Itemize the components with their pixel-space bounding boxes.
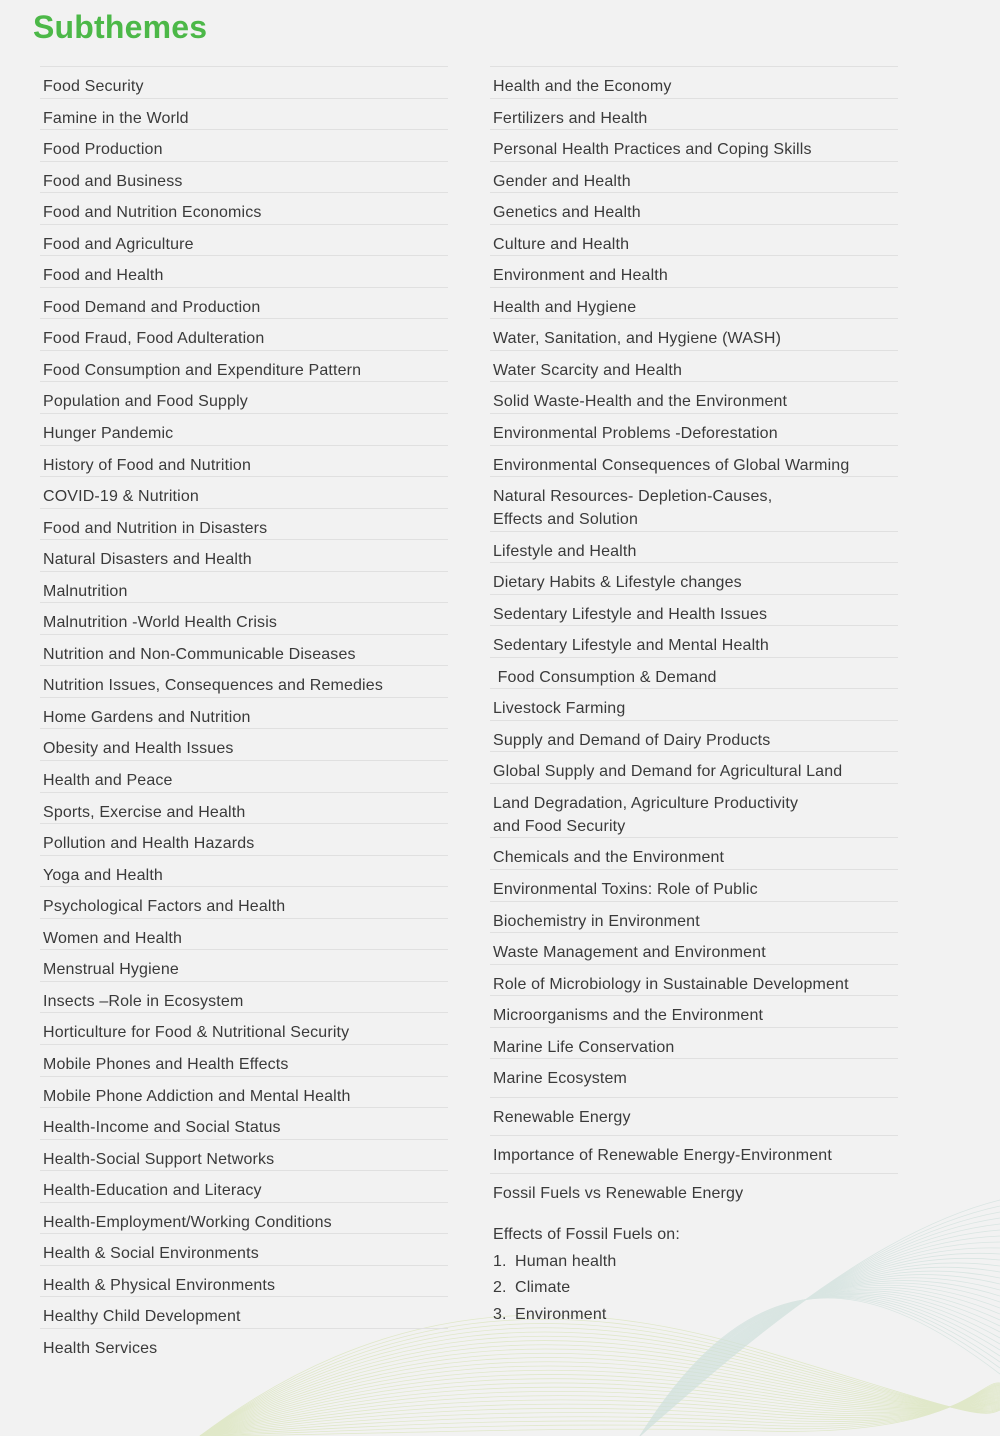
subtheme-item: Sedentary Lifestyle and Mental Health xyxy=(490,625,898,657)
subtheme-item: Healthy Child Development xyxy=(40,1296,448,1328)
fossil-fuel-effects-block xyxy=(493,1222,680,1328)
subtheme-item: Health and Hygiene xyxy=(490,287,898,319)
list-label: Human health xyxy=(515,1252,617,1270)
subtheme-item: Food Consumption and Expenditure Pattern xyxy=(40,350,448,382)
subtheme-item: Health-Education and Literacy xyxy=(40,1170,448,1202)
subtheme-item: Natural Disasters and Health xyxy=(40,539,448,571)
subtheme-item: COVID-19 & Nutrition xyxy=(40,476,448,508)
subtheme-item: Food and Business xyxy=(40,161,448,193)
subtheme-item: Marine Ecosystem xyxy=(490,1058,898,1096)
subtheme-item: Environment and Health xyxy=(490,255,898,287)
subtheme-item: Health-Employment/Working Conditions xyxy=(40,1202,448,1234)
subtheme-item: Culture and Health xyxy=(490,224,898,256)
list-number: 3. xyxy=(493,1305,507,1323)
list-label: Climate xyxy=(515,1279,571,1296)
subtheme-item: Waste Management and Environment xyxy=(490,932,898,964)
subtheme-item: Menstrual Hygiene xyxy=(40,949,448,981)
subtheme-item: Marine Life Conservation xyxy=(490,1027,898,1059)
subtheme-item: Health-Social Support Networks xyxy=(40,1139,448,1171)
subtheme-item: Food Consumption & Demand xyxy=(490,657,898,689)
subtheme-item: Sedentary Lifestyle and Health Issues xyxy=(490,594,898,626)
effects-list-item xyxy=(493,1249,680,1276)
subtheme-item: Lifestyle and Health xyxy=(490,531,898,563)
subtheme-item: Malnutrition -World Health Crisis xyxy=(40,602,448,634)
subtheme-item: Fertilizers and Health xyxy=(490,98,898,130)
subtheme-item: Sports, Exercise and Health xyxy=(40,792,448,824)
subtheme-item: Personal Health Practices and Coping Skills xyxy=(490,129,898,161)
subtheme-item: Psychological Factors and Health xyxy=(40,886,448,918)
subtheme-item: Nutrition and Non-Communicable Diseases xyxy=(40,634,448,666)
subtheme-item: Pollution and Health Hazards xyxy=(40,823,448,855)
subtheme-item: Natural Resources- Depletion-Causes, Effects and Solution xyxy=(490,476,898,531)
subtheme-item: Health & Physical Environments xyxy=(40,1265,448,1297)
subtheme-item: Home Gardens and Nutrition xyxy=(40,697,448,729)
subtheme-item: Supply and Demand of Dairy Products xyxy=(490,720,898,752)
subtheme-item: Food Fraud, Food Adulteration xyxy=(40,318,448,350)
subtheme-item: Women and Health xyxy=(40,918,448,950)
subtheme-item: Food Security xyxy=(40,66,448,98)
subtheme-item: Food Production xyxy=(40,129,448,161)
subtheme-item: Yoga and Health xyxy=(40,855,448,887)
subtheme-item: History of Food and Nutrition xyxy=(40,445,448,477)
subtheme-item: Environmental Consequences of Global Warming xyxy=(490,445,898,477)
subtheme-item: Gender and Health xyxy=(490,161,898,193)
subtheme-item: Biochemistry in Environment xyxy=(490,901,898,933)
subtheme-item: Renewable Energy xyxy=(490,1097,898,1135)
subtheme-item: Dietary Habits & Lifestyle changes xyxy=(490,562,898,594)
subtheme-item: Livestock Farming xyxy=(490,688,898,720)
subthemes-right-column xyxy=(490,66,898,1211)
subthemes-left-column xyxy=(40,66,448,1359)
subtheme-item: Water, Sanitation, and Hygiene (WASH) xyxy=(490,318,898,350)
subtheme-item: Water Scarcity and Health xyxy=(490,350,898,382)
subtheme-item: Health & Social Environments xyxy=(40,1233,448,1265)
subtheme-item: Health and Peace xyxy=(40,760,448,792)
effects-list-item xyxy=(493,1302,680,1329)
effects-heading: Effects of Fossil Fuels on: xyxy=(493,1226,680,1243)
subtheme-item: Solid Waste-Health and the Environment xyxy=(490,381,898,413)
subtheme-item: Importance of Renewable Energy-Environment xyxy=(490,1135,898,1173)
subtheme-item: Genetics and Health xyxy=(490,192,898,224)
subtheme-item: Land Degradation, Agriculture Productivity and Food Security xyxy=(490,783,898,838)
subtheme-item: Horticulture for Food & Nutritional Security xyxy=(40,1012,448,1044)
subtheme-item: Chemicals and the Environment xyxy=(490,837,898,869)
subtheme-item: Mobile Phones and Health Effects xyxy=(40,1044,448,1076)
subtheme-item: Fossil Fuels vs Renewable Energy xyxy=(490,1173,898,1211)
subtheme-item: Mobile Phone Addiction and Mental Health xyxy=(40,1076,448,1108)
subtheme-item: Famine in the World xyxy=(40,98,448,130)
subtheme-item: Nutrition Issues, Consequences and Remedies xyxy=(40,665,448,697)
list-number: 2. xyxy=(493,1279,507,1296)
effects-list-item xyxy=(493,1275,680,1302)
subtheme-item: Environmental Toxins: Role of Public xyxy=(490,869,898,901)
subtheme-item: Insects –Role in Ecosystem xyxy=(40,981,448,1013)
subtheme-item: Food and Agriculture xyxy=(40,224,448,256)
subtheme-item: Food Demand and Production xyxy=(40,287,448,319)
subtheme-item: Global Supply and Demand for Agricultural Land xyxy=(490,751,898,783)
subtheme-item: Obesity and Health Issues xyxy=(40,728,448,760)
subtheme-item: Food and Nutrition in Disasters xyxy=(40,508,448,540)
subtheme-item: Hunger Pandemic xyxy=(40,413,448,445)
subtheme-item: Population and Food Supply xyxy=(40,381,448,413)
subtheme-item: Role of Microbiology in Sustainable Development xyxy=(490,964,898,996)
subtheme-item: Microorganisms and the Environment xyxy=(490,995,898,1027)
subtheme-item: Health Services xyxy=(40,1328,448,1360)
subtheme-item: Food and Health xyxy=(40,255,448,287)
subtheme-item: Environmental Problems -Deforestation xyxy=(490,413,898,445)
list-label: Environment xyxy=(515,1305,607,1323)
subtheme-item: Health and the Economy xyxy=(490,66,898,98)
effects-list xyxy=(493,1249,680,1329)
page-title: Subthemes xyxy=(33,9,208,45)
subtheme-item: Health-Income and Social Status xyxy=(40,1107,448,1139)
subtheme-item: Malnutrition xyxy=(40,571,448,603)
list-number: 1. xyxy=(493,1252,507,1270)
subtheme-item: Food and Nutrition Economics xyxy=(40,192,448,224)
